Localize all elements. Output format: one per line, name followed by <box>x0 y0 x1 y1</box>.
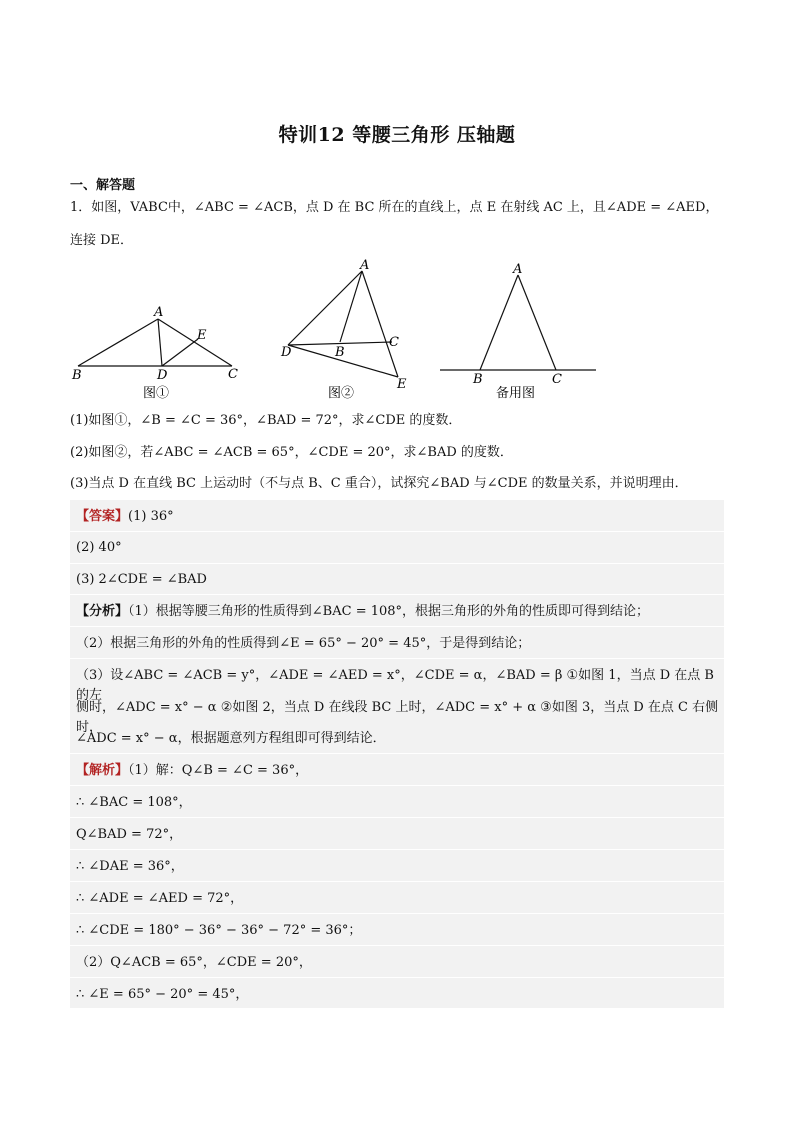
fig3-caption: 备用图 <box>496 386 536 401</box>
fig1-label-c: C <box>228 367 238 382</box>
subquestion-2: (2)如图②，若∠ABC = ∠ACB = 65°，∠CDE = 20°，求∠BAD 的度数． <box>70 445 513 460</box>
solution-line-6: ∴ ∠CDE = 180° − 36° − 36° − 72° = 36°； <box>76 923 362 938</box>
analysis-line-3: （3）设∠ABC = ∠ACB = y°，∠ADE = ∠AED = x°，∠CDE = α，∠BAD = β ①如图 1，当点 D 在点 B 的左 <box>76 668 714 703</box>
fig2-label-b: B <box>335 345 345 360</box>
solution-tag: 【解析】 <box>76 763 129 778</box>
fig2-label-d: D <box>281 345 292 360</box>
fig2-label-a: A <box>360 258 370 273</box>
solution-line-8: ∴ ∠E = 65° − 20° = 45°， <box>76 987 249 1002</box>
row-separator <box>70 594 724 595</box>
fig2-label-e: E <box>397 377 407 392</box>
fig3-label-c: C <box>552 372 562 387</box>
fig2-caption: 图② <box>328 386 355 401</box>
row-separator <box>70 945 724 946</box>
fig1-label-d: D <box>157 368 168 383</box>
analysis-line-1 <box>76 602 724 622</box>
row-separator <box>70 785 724 786</box>
fig1-label-e: E <box>197 328 207 343</box>
figure-3 <box>440 275 596 370</box>
row-separator <box>70 849 724 850</box>
subquestion-3: (3)当点 D 在直线 BC 上运动时（不与点 B、C 重合），试探究∠BAD 与∠CDE 的数量关系，并说明理由． <box>70 476 688 491</box>
fig3-label-a: A <box>513 262 523 277</box>
solution-line-5: ∴ ∠ADE = ∠AED = 72°， <box>76 891 244 906</box>
section-heading: 一、解答题 <box>70 178 136 193</box>
answer-line-1 <box>76 507 724 527</box>
fig1-caption: 图① <box>143 386 170 401</box>
figure-2 <box>288 271 398 377</box>
analysis-text-1: （1）根据等腰三角形的性质得到∠BAC = 108°，根据三角形的外角的性质即可得到结论； <box>128 604 650 619</box>
row-separator <box>70 658 724 659</box>
row-separator <box>70 531 724 532</box>
solution-line-1 <box>76 761 724 781</box>
fig1-label-a: A <box>154 305 164 320</box>
fig2-label-c: C <box>389 335 399 350</box>
page-title: 特训12 等腰三角形 压轴题 <box>278 124 516 146</box>
fig3-label-b: B <box>473 372 483 387</box>
analysis-tag: 【分析】 <box>76 604 129 619</box>
subquestion-1: (1)如图①，∠B = ∠C = 36°，∠BAD = 72°，求∠CDE 的度数． <box>70 413 462 428</box>
figures-svg <box>70 255 610 405</box>
row-separator <box>70 817 724 818</box>
answer-1: (1) 36° <box>128 509 174 524</box>
solution-text-1: （1）解：Q∠B = ∠C = 36°， <box>128 763 309 778</box>
answer-3: (3) 2∠CDE = ∠BAD <box>76 572 207 587</box>
solution-line-2: ∴ ∠BAC = 108°， <box>76 795 192 810</box>
row-separator <box>70 626 724 627</box>
answer-2: (2) 40° <box>76 540 122 555</box>
row-separator <box>70 563 724 564</box>
question-line-2: 连接 DE． <box>70 233 134 248</box>
question-line-1: 1．如图，VABC中，∠ABC = ∠ACB，点 D 在 BC 所在的直线上，点 E 在射线 AC 上，且∠ADE = ∠AED， <box>70 200 719 215</box>
analysis-line-5: ∠ADC = x° − α，根据题意列方程组即可得到结论． <box>76 731 386 746</box>
row-separator <box>70 881 724 882</box>
row-separator <box>70 977 724 978</box>
solution-line-4: ∴ ∠DAE = 36°， <box>76 859 184 874</box>
analysis-line-4: 侧时，∠ADC = x° − α ②如图 2，当点 D 在线段 BC 上时，∠ADC = x° + α ③如图 3，当点 D 在点 C 右侧时， <box>76 700 719 735</box>
solution-line-7: （2）Q∠ACB = 65°，∠CDE = 20°， <box>76 955 312 970</box>
analysis-line-2: （2）根据三角形的外角的性质得到∠E = 65° − 20° = 45°，于是得到结论； <box>76 636 531 651</box>
fig1-label-b: B <box>72 368 82 383</box>
row-separator <box>70 753 724 754</box>
row-separator <box>70 913 724 914</box>
figure-1 <box>78 319 232 366</box>
solution-line-3: Q∠BAD = 72°， <box>76 827 183 842</box>
answer-tag: 【答案】 <box>76 509 129 524</box>
